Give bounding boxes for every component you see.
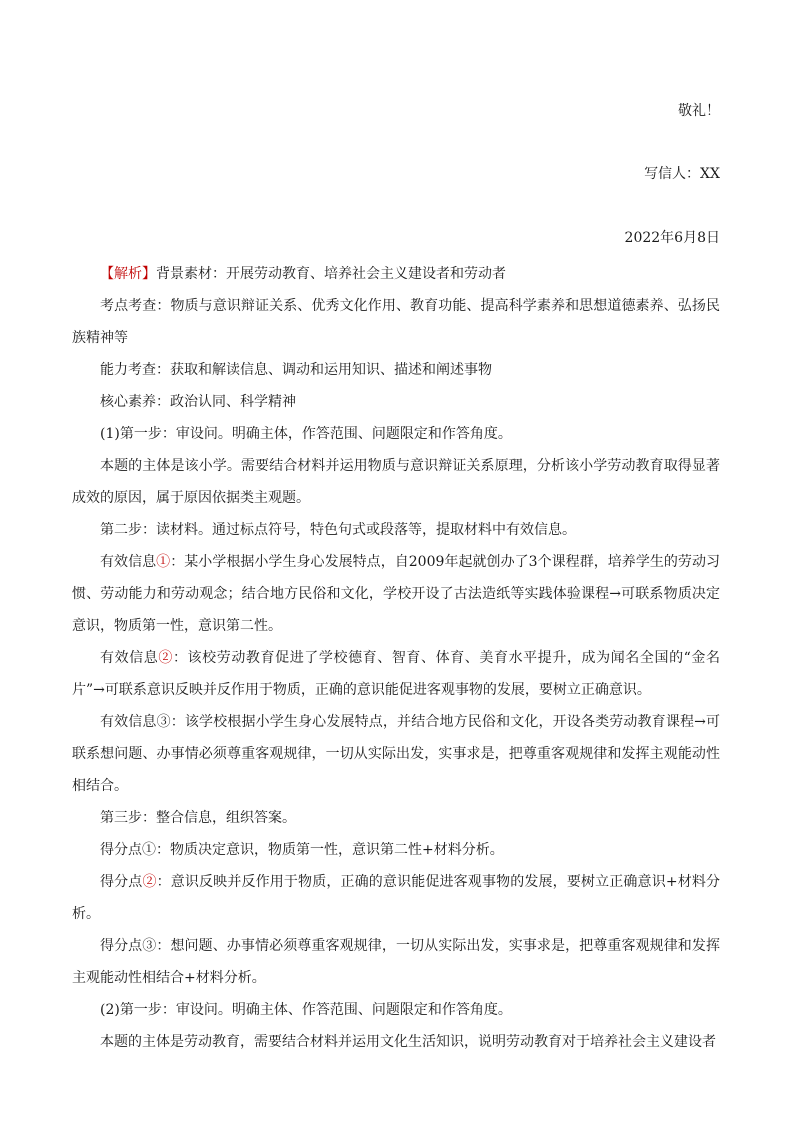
analysis-background: 【解析】背景素材：开展劳动教育、培养社会主义建设者和劳动者	[100, 266, 506, 282]
q1-step3: 第三步：整合信息，组织答案。	[100, 810, 296, 826]
score-2-mark: ②	[142, 874, 157, 890]
letter-writer: 写信人：XX	[644, 166, 720, 182]
letter-salute: 敬礼！	[678, 103, 720, 119]
info-2: 有效信息②：该校劳动教育促进了学校德育、智育、体育、美育水平提升，成为闻名全国的“金名片”→可联系意识反映并反作用于物质，正确的意识能促进客观事物的发展，要树立正确意识。	[72, 650, 721, 698]
info-3: 有效信息③：该学校根据小学生身心发展特点，并结合地方民俗和文化，开设各类劳动教育课程→可联系想问题、办事情必须尊重客观规律，一切从实际出发，实事求是，把尊重客观规律和发挥主观能动性相结合。	[72, 714, 720, 794]
analysis-section	[72, 258, 720, 1058]
analysis-tag: 【解析】	[100, 266, 156, 282]
ability-points: 能力考查：获取和解读信息、调动和运用知识、描述和阐述事物	[100, 362, 492, 378]
score-point-2: 得分点②：意识反映并反作用于物质，正确的意识能促进客观事物的发展，要树立正确意识+材料分析。	[72, 874, 721, 922]
q1-step1: (1)第一步：审设问。明确主体，作答范围、问题限定和作答角度。	[100, 426, 512, 442]
q2-step1: (2)第一步：审设问。明确主体、作答范围、问题限定和作答角度。	[100, 1002, 512, 1018]
q1-step2: 第二步：读材料。通过标点符号，特色句式或段落等，提取材料中有效信息。	[100, 522, 576, 538]
info-2-mark: ②	[158, 650, 173, 666]
core-literacy: 核心素养：政治认同、科学精神	[100, 394, 296, 410]
letter-date: 2022年6月8日	[624, 230, 720, 246]
q1-subject: 本题的主体是该小学。需要结合材料并运用物质与意识辩证关系原理，分析该小学劳动教育取得显著成效的原因，属于原因依据类主观题。	[72, 458, 720, 506]
exam-points: 考点考查：物质与意识辩证关系、优秀文化作用、教育功能、提高科学素养和思想道德素养、弘扬民族精神等	[72, 298, 720, 346]
document-page	[72, 0, 720, 1123]
info-1-mark: ①	[156, 554, 171, 570]
score-point-3: 得分点③：想问题、办事情必须尊重客观规律，一切从实际出发，实事求是，把尊重客观规律和发挥主观能动性相结合+材料分析。	[72, 938, 720, 986]
score-point-1: 得分点①：物质决定意识，物质第一性，意识第二性+材料分析。	[100, 842, 504, 858]
q2-subject: 本题的主体是劳动教育，需要结合材料并运用文化生活知识，说明劳动教育对于培养社会主义建设者	[100, 1034, 716, 1050]
info-1: 有效信息①：某小学根据小学生身心发展特点，自2009年起就创办了3个课程群，培养学生的劳动习惯、劳动能力和劳动观念；结合地方民俗和文化，学校开设了古法造纸等实践体验课程→可联系物质决定意识，物质第一性，意识第二性。	[72, 554, 721, 634]
